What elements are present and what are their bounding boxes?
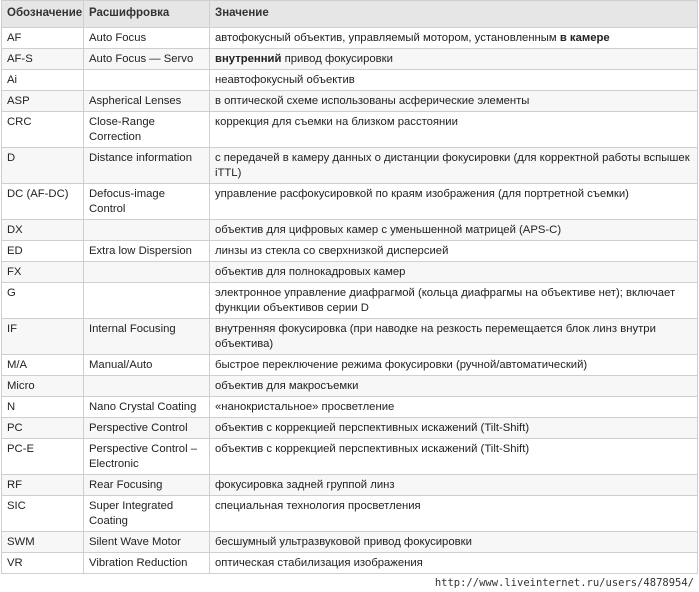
meaning-text: оптическая стабилизация изображения xyxy=(215,557,423,569)
cell-decoding: Perspective Control xyxy=(84,418,210,439)
cell-code: D xyxy=(2,148,84,184)
table-row xyxy=(2,397,698,418)
meaning-text: специальная технология просветления xyxy=(215,500,421,512)
table-row xyxy=(2,91,698,112)
cell-decoding xyxy=(84,262,210,283)
cell-decoding: Extra low Dispersion xyxy=(84,241,210,262)
table-row xyxy=(2,112,698,148)
header-decoding: Расшифровка xyxy=(84,1,210,28)
cell-meaning xyxy=(210,262,698,283)
cell-decoding xyxy=(84,376,210,397)
cell-meaning xyxy=(210,532,698,553)
cell-code: AF-S xyxy=(2,49,84,70)
cell-code: DC (AF-DC) xyxy=(2,184,84,220)
cell-meaning xyxy=(210,91,698,112)
cell-code: PC xyxy=(2,418,84,439)
cell-decoding xyxy=(84,283,210,319)
cell-decoding: Auto Focus — Servo xyxy=(84,49,210,70)
meaning-text: в оптической схеме использованы асферические элементы xyxy=(215,95,530,107)
table-row xyxy=(2,184,698,220)
cell-code: Ai xyxy=(2,70,84,91)
cell-code: CRC xyxy=(2,112,84,148)
cell-meaning xyxy=(210,241,698,262)
meaning-text: автофокусный объектив, управляемый мотором, установленным xyxy=(215,32,557,44)
cell-meaning xyxy=(210,397,698,418)
cell-decoding: Aspherical Lenses xyxy=(84,91,210,112)
cell-meaning xyxy=(210,70,698,91)
meaning-text: фокусировка задней группой линз xyxy=(215,479,395,491)
watermark-url: http://www.liveinternet.ru/users/4878954/ xyxy=(434,577,694,589)
meaning-text: объектив с коррекцией перспективных искажений (Tilt-Shift) xyxy=(215,443,530,455)
table-row xyxy=(2,553,698,574)
cell-meaning xyxy=(210,28,698,49)
cell-decoding: Silent Wave Motor xyxy=(84,532,210,553)
meaning-text: привод фокусировки xyxy=(284,53,393,65)
cell-code: AF xyxy=(2,28,84,49)
table-row xyxy=(2,376,698,397)
cell-meaning xyxy=(210,496,698,532)
cell-decoding: Rear Focusing xyxy=(84,475,210,496)
meaning-text: объектив для макросъемки xyxy=(215,380,359,392)
cell-decoding xyxy=(84,70,210,91)
cell-decoding: Vibration Reduction xyxy=(84,553,210,574)
cell-decoding: Defocus-image Control xyxy=(84,184,210,220)
cell-code: M/A xyxy=(2,355,84,376)
cell-meaning xyxy=(210,220,698,241)
cell-decoding: Nano Crystal Coating xyxy=(84,397,210,418)
table-row xyxy=(2,220,698,241)
table-row xyxy=(2,28,698,49)
cell-code: SWM xyxy=(2,532,84,553)
cell-meaning xyxy=(210,148,698,184)
cell-meaning xyxy=(210,418,698,439)
table-row xyxy=(2,70,698,91)
cell-meaning xyxy=(210,49,698,70)
meaning-emphasis: внутренний xyxy=(215,53,282,65)
meaning-text: бесшумный ультразвуковой привод фокусировки xyxy=(215,536,472,548)
table-row xyxy=(2,49,698,70)
cell-code: RF xyxy=(2,475,84,496)
meaning-text: быстрое переключение режима фокусировки (ручной/автоматический) xyxy=(215,359,588,371)
meaning-text: неавтофокусный объектив xyxy=(215,74,355,86)
cell-meaning xyxy=(210,283,698,319)
meaning-text: линзы из стекла со сверхнизкой дисперсией xyxy=(215,245,449,257)
cell-meaning xyxy=(210,553,698,574)
table-row xyxy=(2,355,698,376)
cell-decoding: Internal Focusing xyxy=(84,319,210,355)
cell-code: ASP xyxy=(2,91,84,112)
cell-code: SIC xyxy=(2,496,84,532)
cell-decoding: Close-Range Correction xyxy=(84,112,210,148)
table-row xyxy=(2,262,698,283)
cell-code: PC-E xyxy=(2,439,84,475)
cell-code: N xyxy=(2,397,84,418)
cell-meaning xyxy=(210,319,698,355)
meaning-emphasis: в камере xyxy=(559,32,610,44)
meaning-text: объектив для цифровых камер с уменьшенной матрицей (APS-C) xyxy=(215,224,562,236)
meaning-text: «нанокристальное» просветление xyxy=(215,401,395,413)
cell-decoding xyxy=(84,220,210,241)
cell-meaning xyxy=(210,376,698,397)
meaning-text: внутренняя фокусировка (при наводке на резкость перемещается блок линз внутри объектива) xyxy=(215,323,656,350)
header-meaning: Значение xyxy=(210,1,698,28)
cell-meaning xyxy=(210,112,698,148)
cell-decoding: Distance information xyxy=(84,148,210,184)
cell-meaning xyxy=(210,355,698,376)
cell-code: VR xyxy=(2,553,84,574)
meaning-text: коррекция для съемки на близком расстоянии xyxy=(215,116,458,128)
header-code: Обозначение xyxy=(2,1,84,28)
table-row xyxy=(2,439,698,475)
table-row xyxy=(2,241,698,262)
table-row xyxy=(2,532,698,553)
table-row xyxy=(2,319,698,355)
cell-decoding: Auto Focus xyxy=(84,28,210,49)
cell-meaning xyxy=(210,184,698,220)
meaning-text: объектив с коррекцией перспективных искажений (Tilt-Shift) xyxy=(215,422,530,434)
cell-decoding: Manual/Auto xyxy=(84,355,210,376)
table-row xyxy=(2,475,698,496)
meaning-text: электронное управление диафрагмой (кольца диафрагмы на объективе нет); включает функции объективов серии D xyxy=(215,287,676,314)
cell-code: G xyxy=(2,283,84,319)
lens-designations-table xyxy=(1,0,698,574)
cell-meaning xyxy=(210,439,698,475)
cell-code: FX xyxy=(2,262,84,283)
table-row xyxy=(2,496,698,532)
meaning-text: объектив для полнокадровых камер xyxy=(215,266,406,278)
meaning-text: с передачей в камеру данных о дистанции фокусировки (для корректной работы вспышек iTTL) xyxy=(215,152,690,179)
cell-meaning xyxy=(210,475,698,496)
cell-decoding: Super Integrated Coating xyxy=(84,496,210,532)
table-row xyxy=(2,418,698,439)
cell-code: IF xyxy=(2,319,84,355)
cell-code: DX xyxy=(2,220,84,241)
cell-code: ED xyxy=(2,241,84,262)
table-header-row xyxy=(2,1,698,28)
meaning-text: управление расфокусировкой по краям изображения (для портретной съемки) xyxy=(215,188,629,200)
table-row xyxy=(2,148,698,184)
table-row xyxy=(2,283,698,319)
cell-code: Micro xyxy=(2,376,84,397)
cell-decoding: Perspective Control – Electronic xyxy=(84,439,210,475)
